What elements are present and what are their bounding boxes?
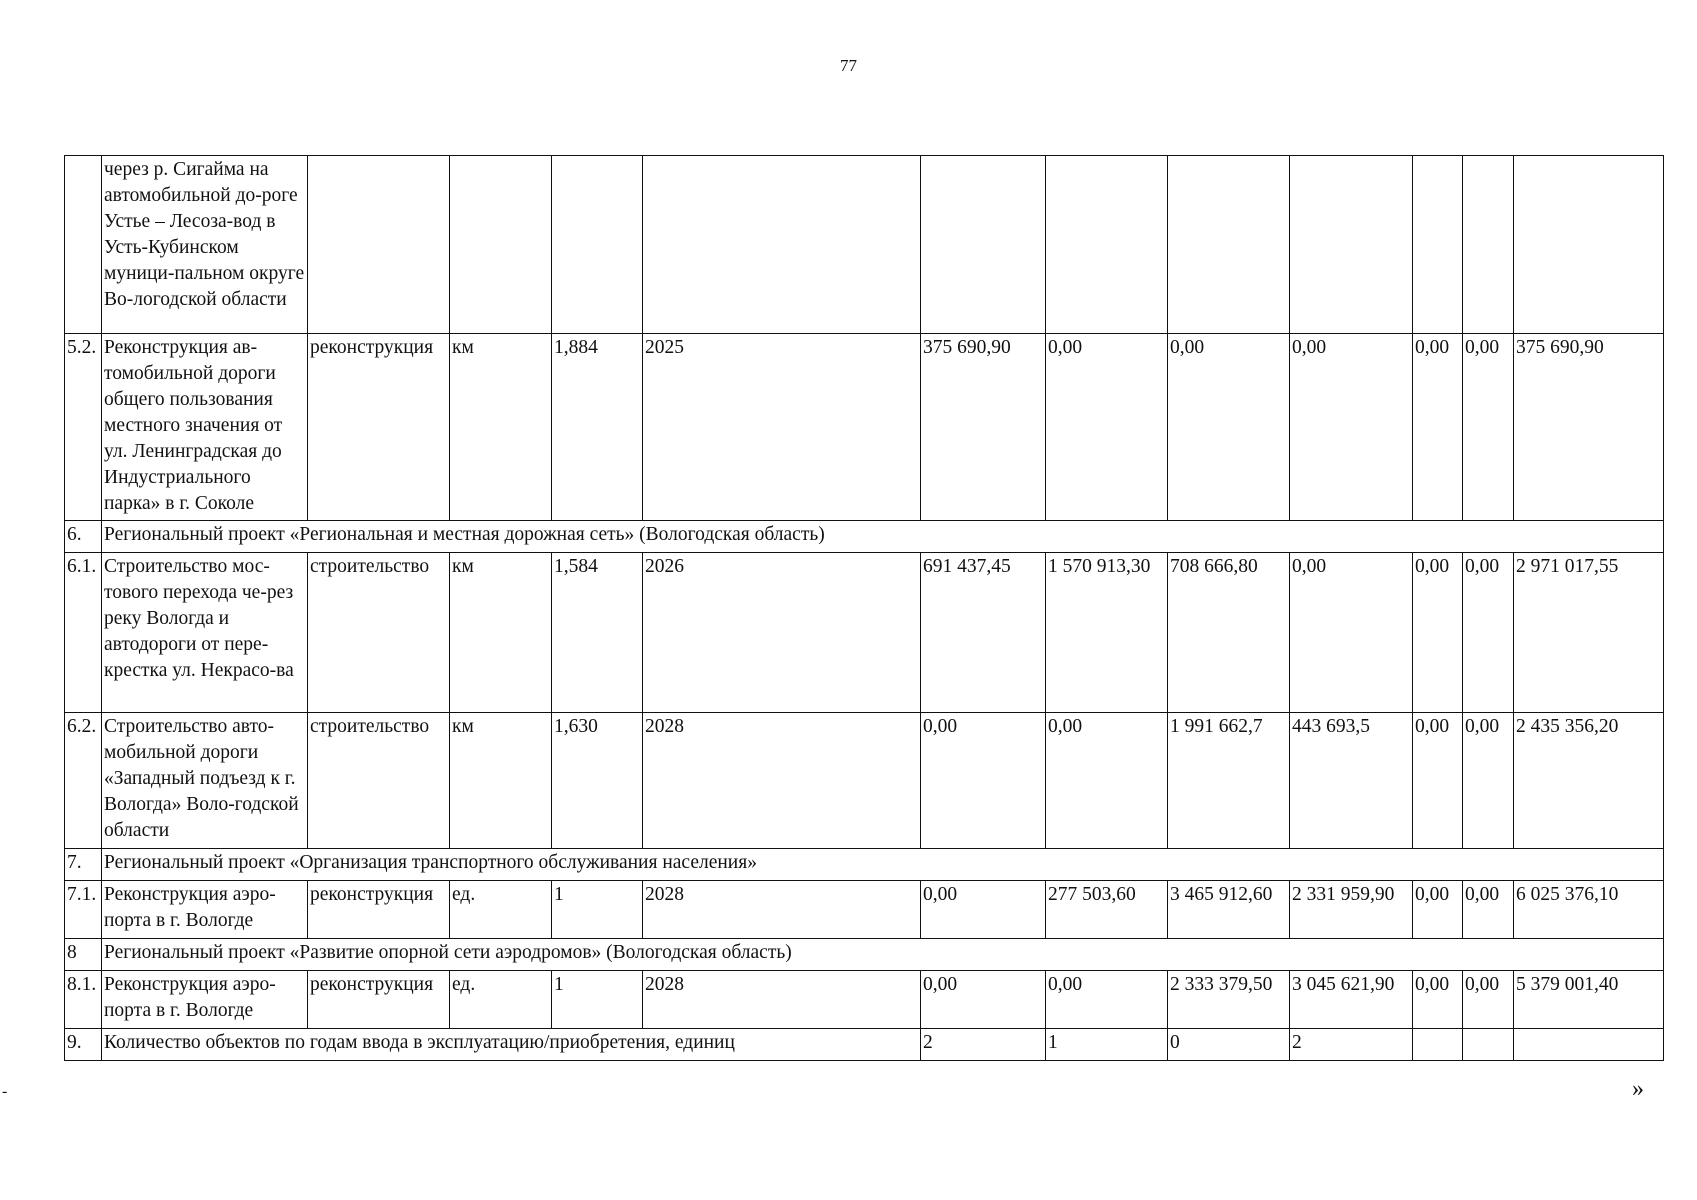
total: [1514, 156, 1664, 334]
total: 6 025 376,10: [1514, 881, 1664, 939]
object-name: Реконструкция ав-томобильной дороги общего пользования местного значения от ул. Ленинградская до Индустриального парка» в г. Соколе: [102, 334, 308, 521]
object-name: через р. Сигайма на автомобильной до-роге Устье – Лесоза-вод в Усть-Кубинском муници-пальном округе Во-логодской области: [102, 156, 308, 334]
row-number: 7.1.: [65, 881, 102, 939]
total: [1514, 1029, 1664, 1061]
value-4: [1290, 156, 1413, 334]
capacity: [552, 156, 643, 334]
value-1: 2: [921, 1029, 1046, 1061]
section-title: Региональный проект «Развитие опорной сети аэродромов» (Вологодская область): [102, 939, 1664, 971]
value-3: 3 465 912,60: [1168, 881, 1290, 939]
program-table: [64, 155, 1664, 1061]
value-4: 3 045 621,90: [1290, 971, 1413, 1029]
total: 2 435 356,20: [1514, 713, 1664, 849]
value-1: 691 437,45: [921, 553, 1046, 713]
value-6: 0,00: [1463, 881, 1514, 939]
value-5: 0,00: [1413, 881, 1463, 939]
object-name: Строительство авто-мобильной дороги «Западный подъезд к г. Вологда» Воло-годской области: [102, 713, 308, 849]
year: 2026: [643, 553, 921, 713]
closing-quote: »: [1632, 1076, 1644, 1102]
work-type: реконструкция: [308, 334, 450, 521]
year: 2028: [643, 881, 921, 939]
value-2: 0,00: [1046, 334, 1168, 521]
section-title: Региональный проект «Региональная и местная дорожная сеть» (Вологодская область): [102, 521, 1664, 553]
capacity: 1: [552, 971, 643, 1029]
table-row: [65, 156, 1664, 334]
value-6: 0,00: [1463, 334, 1514, 521]
value-1: 0,00: [921, 713, 1046, 849]
value-1: 0,00: [921, 881, 1046, 939]
value-3: 0: [1168, 1029, 1290, 1061]
row-number: 8: [65, 939, 102, 971]
row-number: 8.1.: [65, 971, 102, 1029]
value-1: [921, 156, 1046, 334]
value-4: 0,00: [1290, 334, 1413, 521]
section-row: [65, 849, 1664, 881]
object-name: Реконструкция аэро-порта в г. Вологде: [102, 881, 308, 939]
value-4: 443 693,5: [1290, 713, 1413, 849]
capacity: 1,630: [552, 713, 643, 849]
unit: км: [450, 713, 552, 849]
value-2: 277 503,60: [1046, 881, 1168, 939]
value-3: 1 991 662,7: [1168, 713, 1290, 849]
object-name: Строительство мос-тового перехода че-рез реку Вологда и автодороги от пере-крестка ул. Некрасо-ва: [102, 553, 308, 713]
unit: км: [450, 553, 552, 713]
section-title: Региональный проект «Организация транспортного обслуживания населения»: [102, 849, 1664, 881]
value-6: 0,00: [1463, 971, 1514, 1029]
value-4: 2 331 959,90: [1290, 881, 1413, 939]
value-4: 2: [1290, 1029, 1413, 1061]
section-row: [65, 939, 1664, 971]
row-number: 6.1.: [65, 553, 102, 713]
capacity: 1,584: [552, 553, 643, 713]
value-6: 0,00: [1463, 553, 1514, 713]
total: 375 690,90: [1514, 334, 1664, 521]
row-number: 7.: [65, 849, 102, 881]
value-1: 0,00: [921, 971, 1046, 1029]
row-number: 9.: [65, 1029, 102, 1061]
value-6: [1463, 156, 1514, 334]
unit: ед.: [450, 881, 552, 939]
value-4: 0,00: [1290, 553, 1413, 713]
value-5: 0,00: [1413, 971, 1463, 1029]
value-3: 708 666,80: [1168, 553, 1290, 713]
value-3: 2 333 379,50: [1168, 971, 1290, 1029]
row-number: [65, 156, 102, 334]
table-row: [65, 881, 1664, 939]
object-name: Реконструкция аэро-порта в г. Вологде: [102, 971, 308, 1029]
value-5: 0,00: [1413, 553, 1463, 713]
table-row: [65, 553, 1664, 713]
year: 2025: [643, 334, 921, 521]
table-body: [65, 156, 1664, 1061]
value-6: [1463, 1029, 1514, 1061]
table-row: [65, 713, 1664, 849]
value-5: 0,00: [1413, 334, 1463, 521]
section-row: [65, 521, 1664, 553]
total: 2 971 017,55: [1514, 553, 1664, 713]
value-5: [1413, 1029, 1463, 1061]
capacity: 1: [552, 881, 643, 939]
count-row: [65, 1029, 1664, 1061]
value-5: 0,00: [1413, 713, 1463, 849]
unit: [450, 156, 552, 334]
row-number: 6.2.: [65, 713, 102, 849]
work-type: [308, 156, 450, 334]
year: [643, 156, 921, 334]
year: 2028: [643, 713, 921, 849]
work-type: реконструкция: [308, 881, 450, 939]
value-3: 0,00: [1168, 334, 1290, 521]
page-number: 77: [840, 56, 857, 75]
row-number: 6.: [65, 521, 102, 553]
year: 2028: [643, 971, 921, 1029]
capacity: 1,884: [552, 334, 643, 521]
value-2: [1046, 156, 1168, 334]
value-2: 0,00: [1046, 713, 1168, 849]
unit: км: [450, 334, 552, 521]
count-title: Количество объектов по годам ввода в эксплуатацию/приобретения, единиц: [102, 1029, 921, 1061]
total: 5 379 001,40: [1514, 971, 1664, 1029]
value-6: 0,00: [1463, 713, 1514, 849]
work-type: строительство: [308, 713, 450, 849]
unit: ед.: [450, 971, 552, 1029]
table-row: [65, 971, 1664, 1029]
value-2: 1 570 913,30: [1046, 553, 1168, 713]
value-3: [1168, 156, 1290, 334]
value-2: 1: [1046, 1029, 1168, 1061]
margin-mark: -: [2, 1083, 8, 1100]
value-1: 375 690,90: [921, 334, 1046, 521]
row-number: 5.2.: [65, 334, 102, 521]
table-row: [65, 334, 1664, 521]
value-2: 0,00: [1046, 971, 1168, 1029]
work-type: строительство: [308, 553, 450, 713]
value-5: [1413, 156, 1463, 334]
work-type: реконструкция: [308, 971, 450, 1029]
